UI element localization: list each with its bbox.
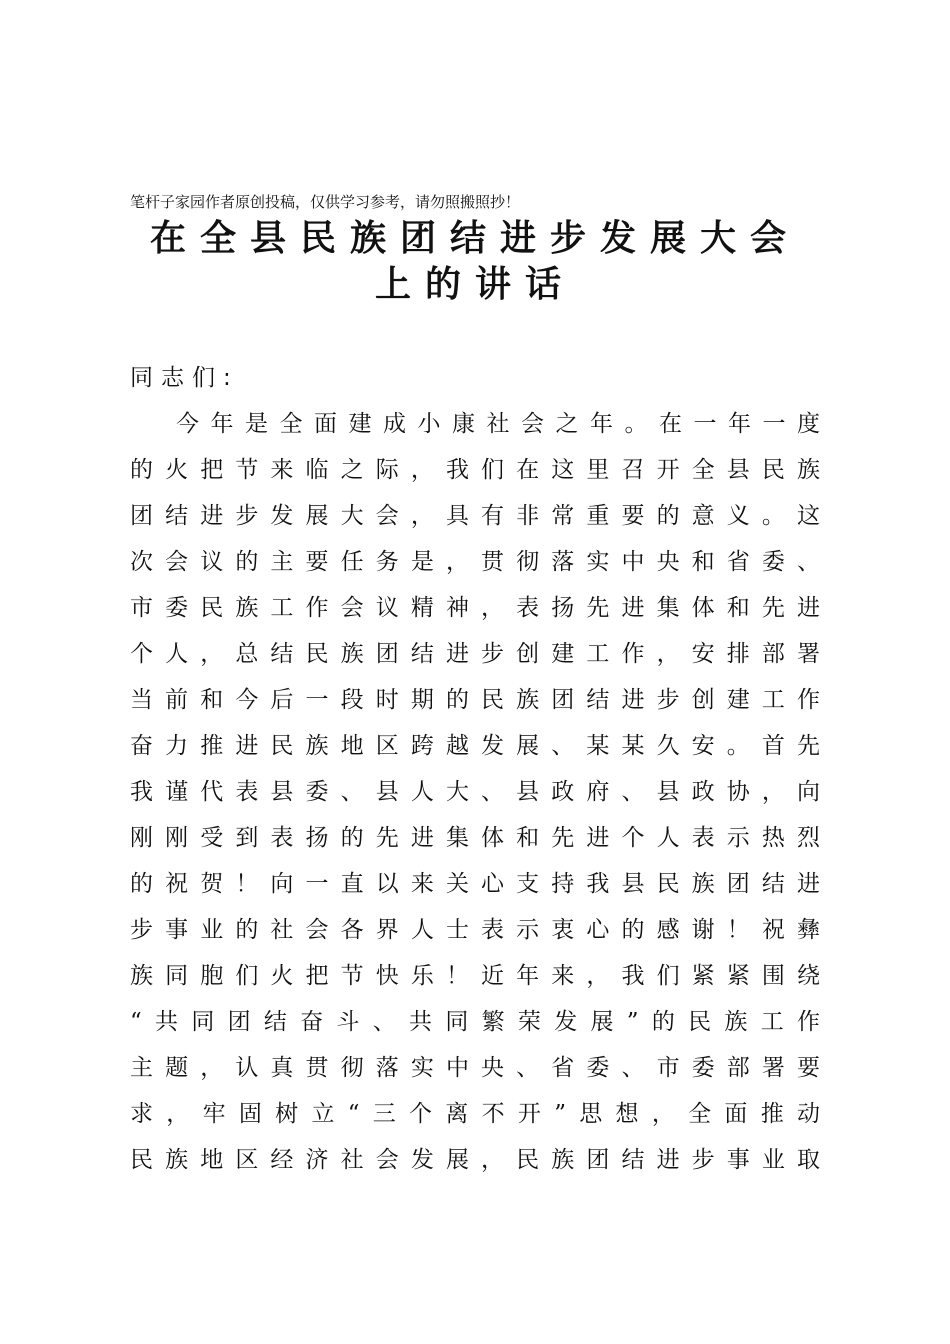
- body-line: “共同团结奋斗、共同繁荣发展”的民族工作: [130, 1009, 820, 1035]
- body-line: 刚刚受到表扬的先进集体和先进个人表示热烈: [130, 825, 820, 851]
- body-line: 民族地区经济社会发展，民族团结进步事业取: [130, 1147, 820, 1173]
- document-title-line-2: 上的讲话: [374, 263, 575, 305]
- body-line: 次会议的主要任务是，贯彻落实中央和省委、: [130, 549, 820, 575]
- body-line: 的祝贺！向一直以来关心支持我县民族团结进: [130, 871, 820, 897]
- body-line: 主题，认真贯彻落实中央、省委、市委部署要: [130, 1055, 820, 1081]
- speech-body: [130, 406, 820, 1188]
- body-line: 奋力推进民族地区跨越发展、某某久安。首先: [130, 733, 820, 759]
- body-line: 今年是全面建成小康社会之年。在一年一度: [176, 411, 820, 437]
- body-line: 族同胞们火把节快乐！近年来，我们紧紧围绕: [130, 963, 820, 989]
- body-line: 市委民族工作会议精神，表扬先进集体和先进: [130, 595, 820, 621]
- body-line: 的火把节来临之际，我们在这里召开全县民族: [130, 457, 820, 483]
- body-line: 当前和今后一段时期的民族团结进步创建工作: [130, 687, 820, 713]
- body-line: 求，牢固树立“三个离不开”思想，全面推动: [130, 1101, 820, 1127]
- body-line: 步事业的社会各界人士表示衷心的感谢！祝彝: [130, 917, 820, 943]
- document-title-line-1: 在全县民族团结进步发展大会: [149, 217, 800, 259]
- author-note: 笔杆子家园作者原创投稿，仅供学习参考，请勿照搬照抄！: [130, 193, 521, 211]
- body-line: 团结进步发展大会，具有非常重要的意义。这: [130, 503, 820, 529]
- body-line: 我谨代表县委、县人大、县政府、县政协，向: [130, 779, 820, 805]
- greeting: 同志们:: [130, 365, 239, 391]
- body-line: 个人，总结民族团结进步创建工作，安排部署: [130, 641, 820, 667]
